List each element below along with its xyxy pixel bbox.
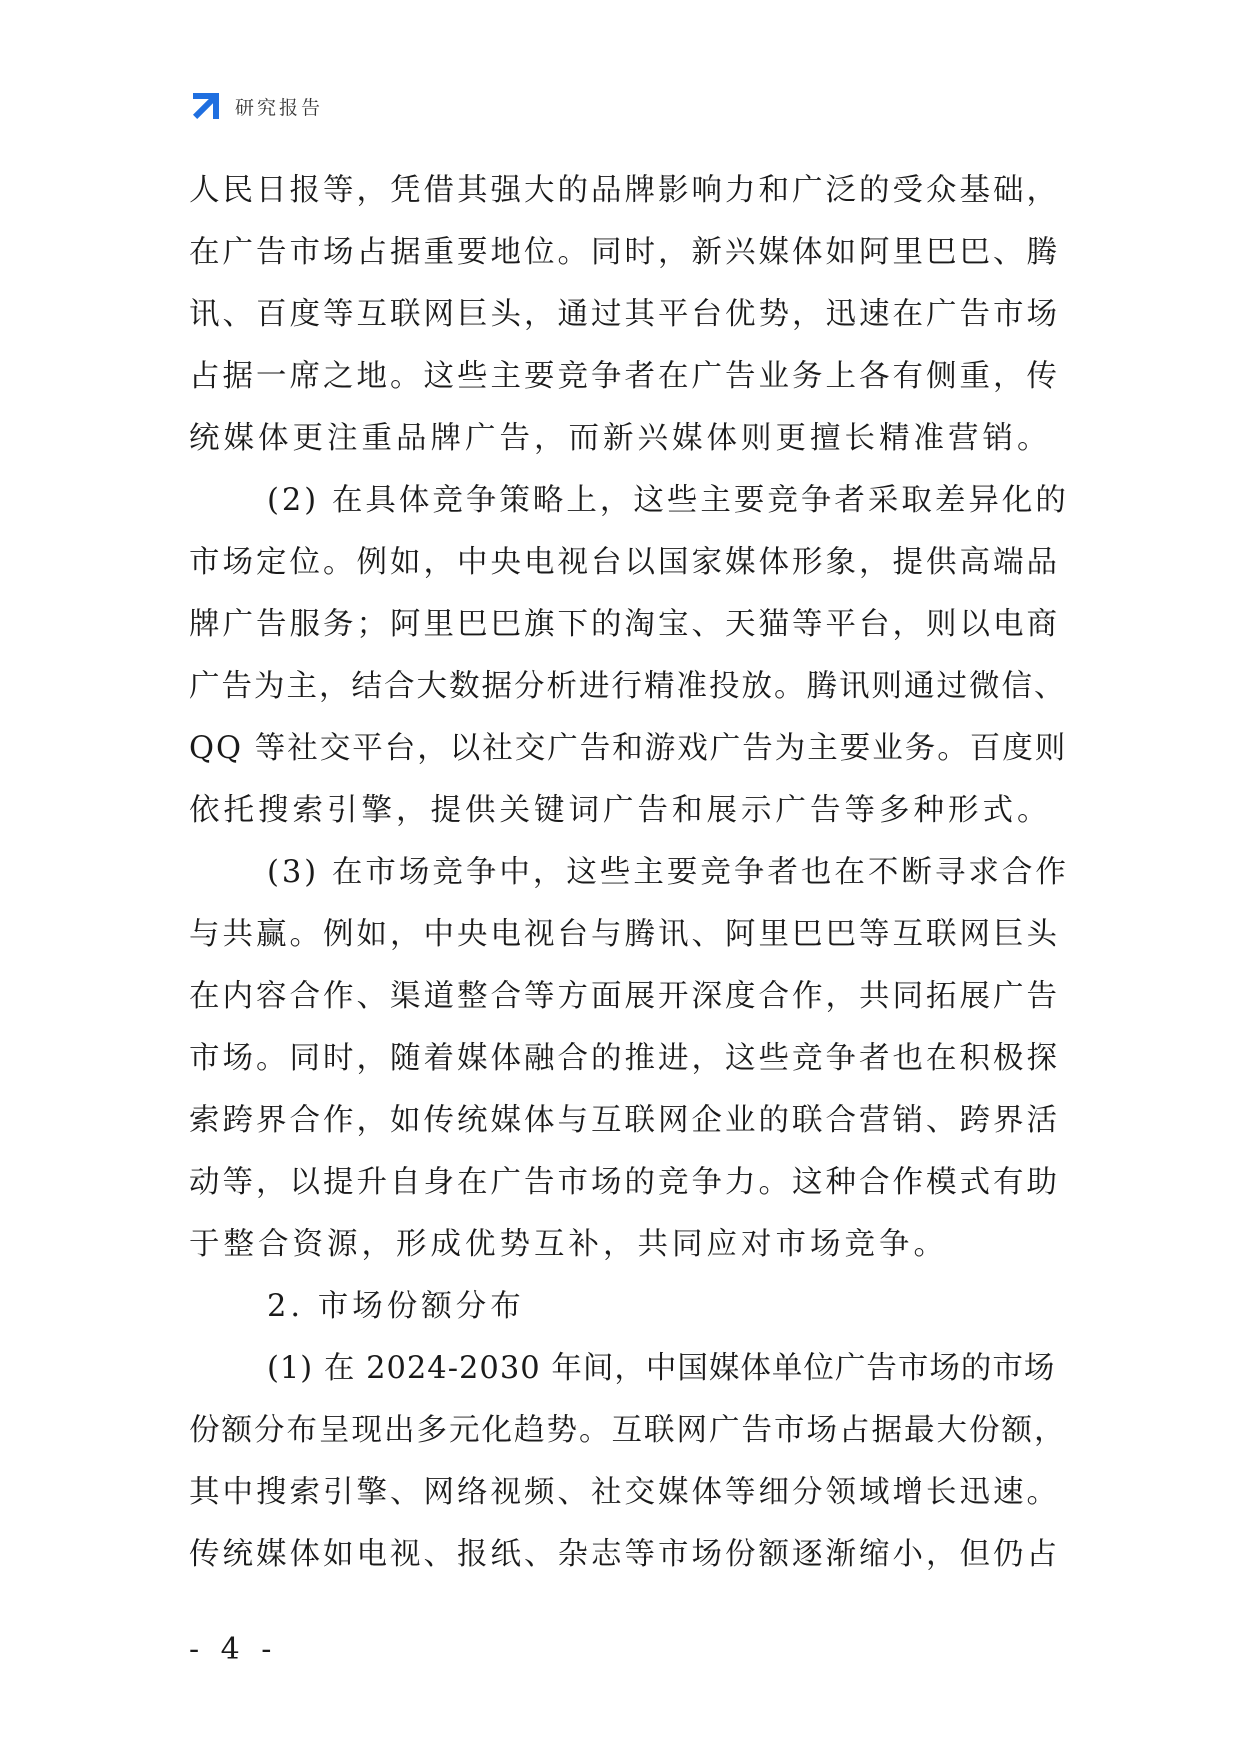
- text-line: 广告为主，结合大数据分析进行精准投放。腾讯则通过微信、: [189, 669, 1067, 704]
- text-line: 索跨界合作，如传统媒体与互联网企业的联合营销、跨界活: [189, 1103, 1060, 1138]
- text-line: 统媒体更注重品牌广告，而新兴媒体则更擅长精准营销。: [189, 421, 1052, 456]
- text-line: 传统媒体如电视、报纸、杂志等市场份额逐渐缩小，但仍占: [189, 1537, 1060, 1572]
- page-number: - 4 -: [189, 1632, 278, 1667]
- text-line: 动等，以提升自身在广告市场的竞争力。这种合作模式有助: [189, 1165, 1060, 1200]
- header-label: 研究报告: [235, 96, 324, 119]
- text-line: 依托搜索引擎，提供关键词广告和展示广告等多种形式。: [189, 793, 1052, 828]
- text-line: 其中搜索引擎、网络视频、社交媒体等细分领域增长迅速。: [189, 1475, 1060, 1510]
- text-line: 与共赢。例如，中央电视台与腾讯、阿里巴巴等互联网巨头: [189, 917, 1060, 952]
- text-line: 人民日报等，凭借其强大的品牌影响力和广泛的受众基础，: [189, 173, 1060, 208]
- text-line: 市场。同时，随着媒体融合的推进，这些竞争者也在积极探: [189, 1041, 1060, 1076]
- paragraph-start-line: (3) 在市场竞争中，这些主要竞争者也在不断寻求合作: [267, 855, 1069, 890]
- paragraph-start-line: (2) 在具体竞争策略上，这些主要竞争者采取差异化的: [267, 483, 1069, 518]
- text-line: 于整合资源，形成优势互补，共同应对市场竞争。: [189, 1227, 948, 1262]
- text-line: 在广告市场占据重要地位。同时，新兴媒体如阿里巴巴、腾: [189, 235, 1060, 270]
- page-header: [189, 88, 323, 124]
- text-line: 份额分布呈现出多元化趋势。互联网广告市场占据最大份额，: [189, 1413, 1067, 1448]
- text-line: 讯、百度等互联网巨头，通过其平台优势，迅速在广告市场: [189, 297, 1060, 332]
- text-line: QQ 等社交平台，以社交广告和游戏广告为主要业务。百度则: [189, 731, 1068, 766]
- text-line: 牌广告服务；阿里巴巴旗下的淘宝、天猫等平台，则以电商: [189, 607, 1060, 642]
- text-line: 占据一席之地。这些主要竞争者在广告业务上各有侧重，传: [189, 359, 1060, 394]
- arrow-up-right-icon: [189, 89, 223, 123]
- text-line: 在内容合作、渠道整合等方面展开深度合作，共同拓展广告: [189, 979, 1060, 1014]
- paragraph-start-line: (1) 在 2024-2030 年间，中国媒体单位广告市场的市场: [267, 1351, 1056, 1386]
- body-text: [189, 160, 1069, 1586]
- section-heading: 2. 市场份额分布: [267, 1289, 525, 1324]
- text-line: 市场定位。例如，中央电视台以国家媒体形象，提供高端品: [189, 545, 1060, 580]
